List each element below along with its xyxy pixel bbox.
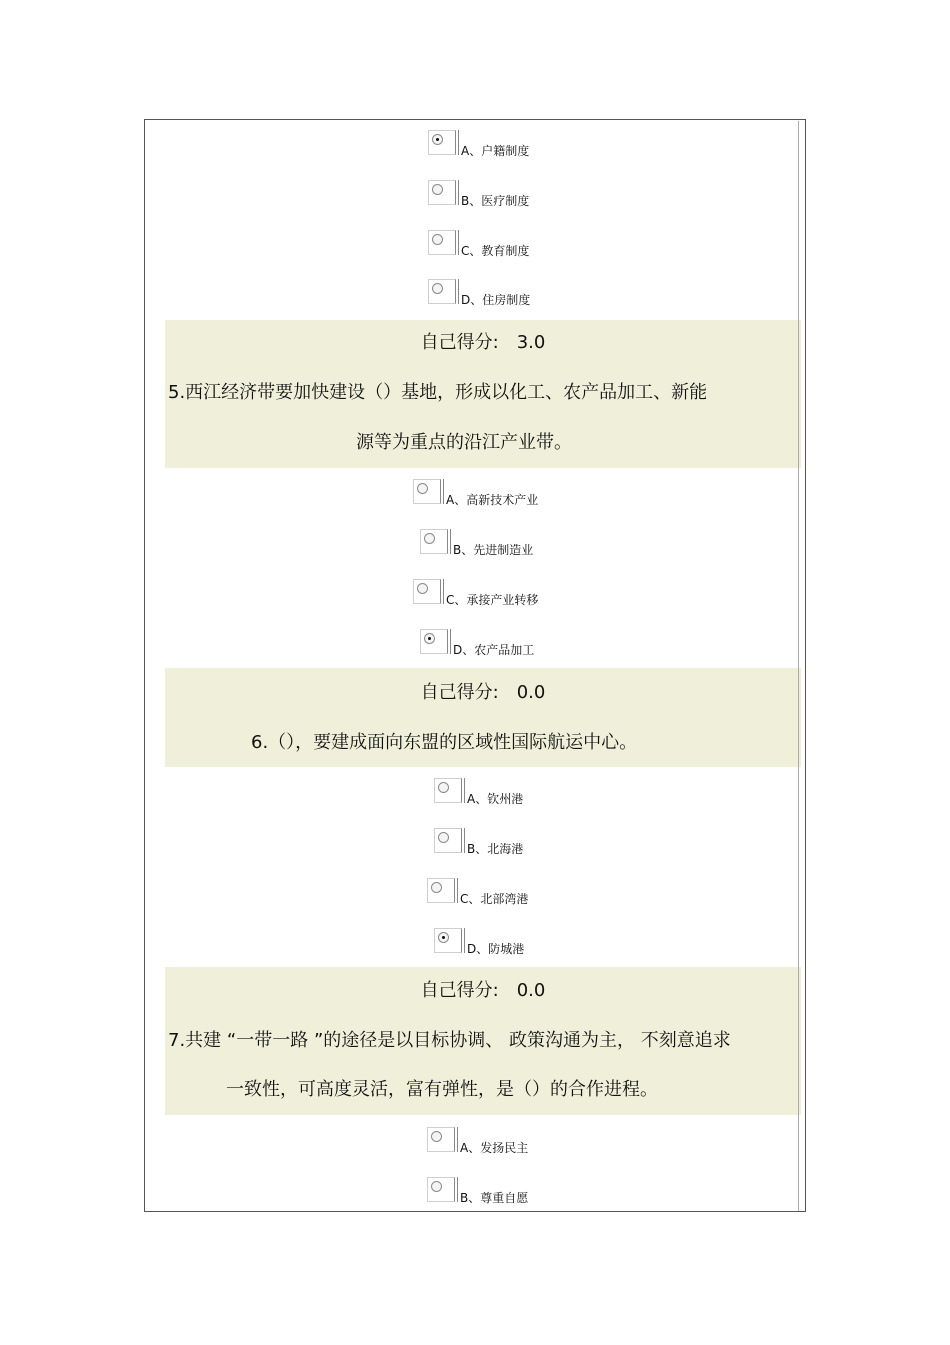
option-label: A、户籍制度 xyxy=(461,144,530,158)
option-label: D、防城港 xyxy=(467,942,525,956)
radio-selected-icon[interactable] xyxy=(432,134,443,145)
radio-icon[interactable] xyxy=(438,832,449,843)
option-label: B、医疗制度 xyxy=(461,194,530,208)
score-line xyxy=(165,979,801,1003)
radio-box xyxy=(434,778,462,803)
radio-box xyxy=(427,1127,455,1152)
divider xyxy=(458,279,459,304)
radio-box xyxy=(428,279,456,304)
divider xyxy=(464,828,465,853)
radio-box xyxy=(427,1177,455,1202)
divider xyxy=(458,180,459,205)
radio-box xyxy=(428,130,456,155)
radio-box xyxy=(420,629,448,654)
divider xyxy=(457,1177,458,1202)
score-label: 自己得分: xyxy=(420,980,499,1001)
radio-box xyxy=(434,928,462,953)
divider xyxy=(443,579,444,604)
radio-icon[interactable] xyxy=(431,882,442,893)
option-label: A、高新技术产业 xyxy=(446,493,539,507)
question-text: 6.（），要建成面向东盟的区域性国际航运中心。 xyxy=(251,732,638,753)
score-line xyxy=(165,331,801,355)
question-text: 源等为重点的沿江产业带。 xyxy=(356,432,572,453)
quiz-frame xyxy=(144,119,806,1212)
question-header xyxy=(165,668,801,767)
divider xyxy=(450,629,451,654)
divider xyxy=(443,479,444,504)
option-label: A、发扬民主 xyxy=(460,1141,529,1155)
radio-icon[interactable] xyxy=(432,283,443,294)
option-label: A、钦州港 xyxy=(467,792,524,806)
question-header xyxy=(165,320,801,468)
question-text: 5.西江经济带要加快建设（）基地，形成以化工、农产品加工、新能 xyxy=(168,382,708,403)
option-label: C、教育制度 xyxy=(461,244,530,258)
option-label: D、农产品加工 xyxy=(453,643,535,657)
score-value: 3.0 xyxy=(516,332,546,353)
divider xyxy=(450,529,451,554)
question-text: 7.共建 “一带一路 ”的途径是以目标协调、 政策沟通为主， 不刻意追求 xyxy=(168,1030,731,1051)
question-header xyxy=(165,967,801,1115)
radio-icon[interactable] xyxy=(424,533,435,544)
option-label: B、尊重自愿 xyxy=(460,1191,529,1205)
radio-selected-icon[interactable] xyxy=(438,932,449,943)
radio-selected-icon[interactable] xyxy=(424,633,435,644)
radio-icon[interactable] xyxy=(417,483,428,494)
radio-icon[interactable] xyxy=(432,234,443,245)
option-label: B、先进制造业 xyxy=(453,543,534,557)
option-label: B、北海港 xyxy=(467,842,524,856)
score-line xyxy=(165,681,801,705)
radio-icon[interactable] xyxy=(432,184,443,195)
option-label: C、承接产业转移 xyxy=(446,593,539,607)
score-value: 0.0 xyxy=(516,682,546,703)
score-label: 自己得分: xyxy=(420,332,499,353)
radio-box xyxy=(434,828,462,853)
right-border-line xyxy=(798,121,799,1211)
score-label: 自己得分: xyxy=(420,682,499,703)
radio-icon[interactable] xyxy=(431,1181,442,1192)
radio-box xyxy=(413,479,441,504)
radio-box xyxy=(427,878,455,903)
radio-icon[interactable] xyxy=(417,583,428,594)
radio-box xyxy=(420,529,448,554)
option-label: C、北部湾港 xyxy=(460,892,529,906)
divider xyxy=(464,778,465,803)
divider xyxy=(458,230,459,255)
divider xyxy=(464,928,465,953)
divider xyxy=(457,878,458,903)
radio-box xyxy=(413,579,441,604)
radio-icon[interactable] xyxy=(438,782,449,793)
option-label: D、住房制度 xyxy=(461,293,531,307)
radio-icon[interactable] xyxy=(431,1131,442,1142)
score-value: 0.0 xyxy=(516,980,546,1001)
divider xyxy=(458,130,459,155)
radio-box xyxy=(428,230,456,255)
divider xyxy=(457,1127,458,1152)
radio-box xyxy=(428,180,456,205)
question-text: 一致性，可高度灵活，富有弹性，是（）的合作进程。 xyxy=(226,1079,658,1100)
